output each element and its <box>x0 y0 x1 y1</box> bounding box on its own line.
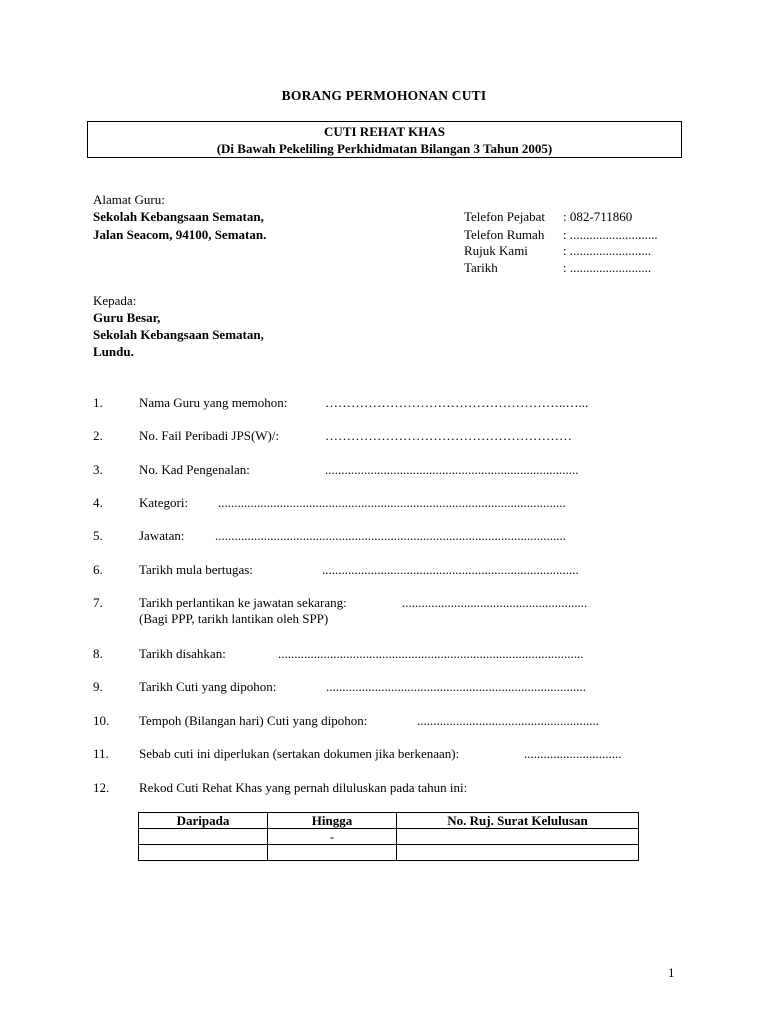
item-field-leave-date[interactable]: ................................................................................ <box>326 679 586 694</box>
item-label-confirmation-date: Tarikh disahkan: <box>139 646 226 661</box>
page-number: 1 <box>668 965 675 980</box>
item-field-applicant-name[interactable]: ………………………………………………..…... <box>325 395 589 410</box>
item-field-position[interactable]: ............................................................................................................ <box>215 528 566 543</box>
contact-value-date: : ......................... <box>563 260 652 275</box>
column-header-to: Hingga <box>268 813 397 829</box>
recipient-line-1: Guru Besar, <box>93 310 161 325</box>
item-number: 10. <box>93 713 110 728</box>
table-cell-to[interactable] <box>268 845 397 861</box>
item-number: 2. <box>93 428 103 443</box>
item-number: 9. <box>93 679 103 694</box>
item-number: 8. <box>93 646 103 661</box>
item-label-position: Jawatan: <box>139 528 185 543</box>
leave-record-table <box>138 812 639 861</box>
item-label-personal-file-no: No. Fail Peribadi JPS(W)/: <box>139 428 280 443</box>
table-row <box>139 845 639 861</box>
recipient-line-3: Lundu. <box>93 344 134 359</box>
address-line-2: Jalan Seacom, 94100, Sematan. <box>93 227 267 242</box>
item-field-leave-reason[interactable]: .............................. <box>524 746 622 761</box>
item-number: 6. <box>93 562 103 577</box>
item-field-category[interactable]: ........................................................................................................... <box>218 495 566 510</box>
item-label-ic-number: No. Kad Pengenalan: <box>139 462 250 477</box>
item-field-leave-duration[interactable]: ........................................................ <box>417 713 599 728</box>
item-label-leave-reason: Sebab cuti ini diperlukan (sertakan dokumen jika berkenaan): <box>139 746 460 761</box>
item-number: 4. <box>93 495 103 510</box>
contact-label-reference: Rujuk Kami <box>464 243 528 258</box>
table-cell-from[interactable] <box>139 845 268 861</box>
item-field-personal-file-no[interactable]: ………………………………………………… <box>325 428 572 443</box>
circular-reference: (Di Bawah Pekeliling Perkhidmatan Bilangan 3 Tahun 2005) <box>216 141 553 156</box>
address-label: Alamat Guru: <box>93 192 165 207</box>
item-label-leave-duration: Tempoh (Bilangan hari) Cuti yang dipohon: <box>139 713 368 728</box>
item-number: 1. <box>93 395 103 410</box>
item-sublabel-appointment-note: (Bagi PPP, tarikh lantikan oleh SPP) <box>139 611 329 626</box>
contact-value-home-phone: : ........................... <box>563 227 658 242</box>
item-label-start-date: Tarikh mula bertugas: <box>139 562 253 577</box>
item-label-applicant-name: Nama Guru yang memohon: <box>139 395 288 410</box>
table-cell-to[interactable]: - <box>268 829 397 845</box>
item-label-leave-record: Rekod Cuti Rehat Khas yang pernah diluluskan pada tahun ini: <box>139 780 468 795</box>
leave-type-heading: CUTI REHAT KHAS <box>324 124 445 139</box>
document-title: BORANG PERMOHONAN CUTI <box>281 88 487 103</box>
contact-label-date: Tarikh <box>464 260 498 275</box>
contact-value-office-phone: : 082-711860 <box>563 209 633 224</box>
item-label-category: Kategori: <box>139 495 189 510</box>
item-number: 7. <box>93 595 103 610</box>
item-field-start-date[interactable]: ............................................................................... <box>322 562 579 577</box>
address-line-1: Sekolah Kebangsaan Sematan, <box>93 209 264 224</box>
title-box <box>87 121 682 158</box>
item-number: 12. <box>93 780 110 795</box>
item-number: 5. <box>93 528 103 543</box>
recipient-line-2: Sekolah Kebangsaan Sematan, <box>93 327 264 342</box>
table-header-row <box>139 813 639 829</box>
item-number: 11. <box>93 746 109 761</box>
contact-value-reference: : ......................... <box>563 243 652 258</box>
recipient-label: Kepada: <box>93 293 137 308</box>
item-label-leave-date: Tarikh Cuti yang dipohon: <box>139 679 277 694</box>
table-row <box>139 829 639 845</box>
column-header-approval-ref: No. Ruj. Surat Kelulusan <box>397 813 639 829</box>
item-field-confirmation-date[interactable]: .............................................................................................. <box>278 646 584 661</box>
item-number: 3. <box>93 462 103 477</box>
table-cell-approval-ref[interactable] <box>397 845 639 861</box>
table-cell-from[interactable] <box>139 829 268 845</box>
column-header-from: Daripada <box>139 813 268 829</box>
item-label-appointment-date: Tarikh perlantikan ke jawatan sekarang: <box>139 595 347 610</box>
contact-label-office-phone: Telefon Pejabat <box>464 209 546 224</box>
table-cell-approval-ref[interactable] <box>397 829 639 845</box>
contact-label-home-phone: Telefon Rumah <box>464 227 545 242</box>
item-field-appointment-date[interactable]: ......................................................... <box>402 595 588 610</box>
item-field-ic-number[interactable]: .............................................................................. <box>325 462 579 477</box>
